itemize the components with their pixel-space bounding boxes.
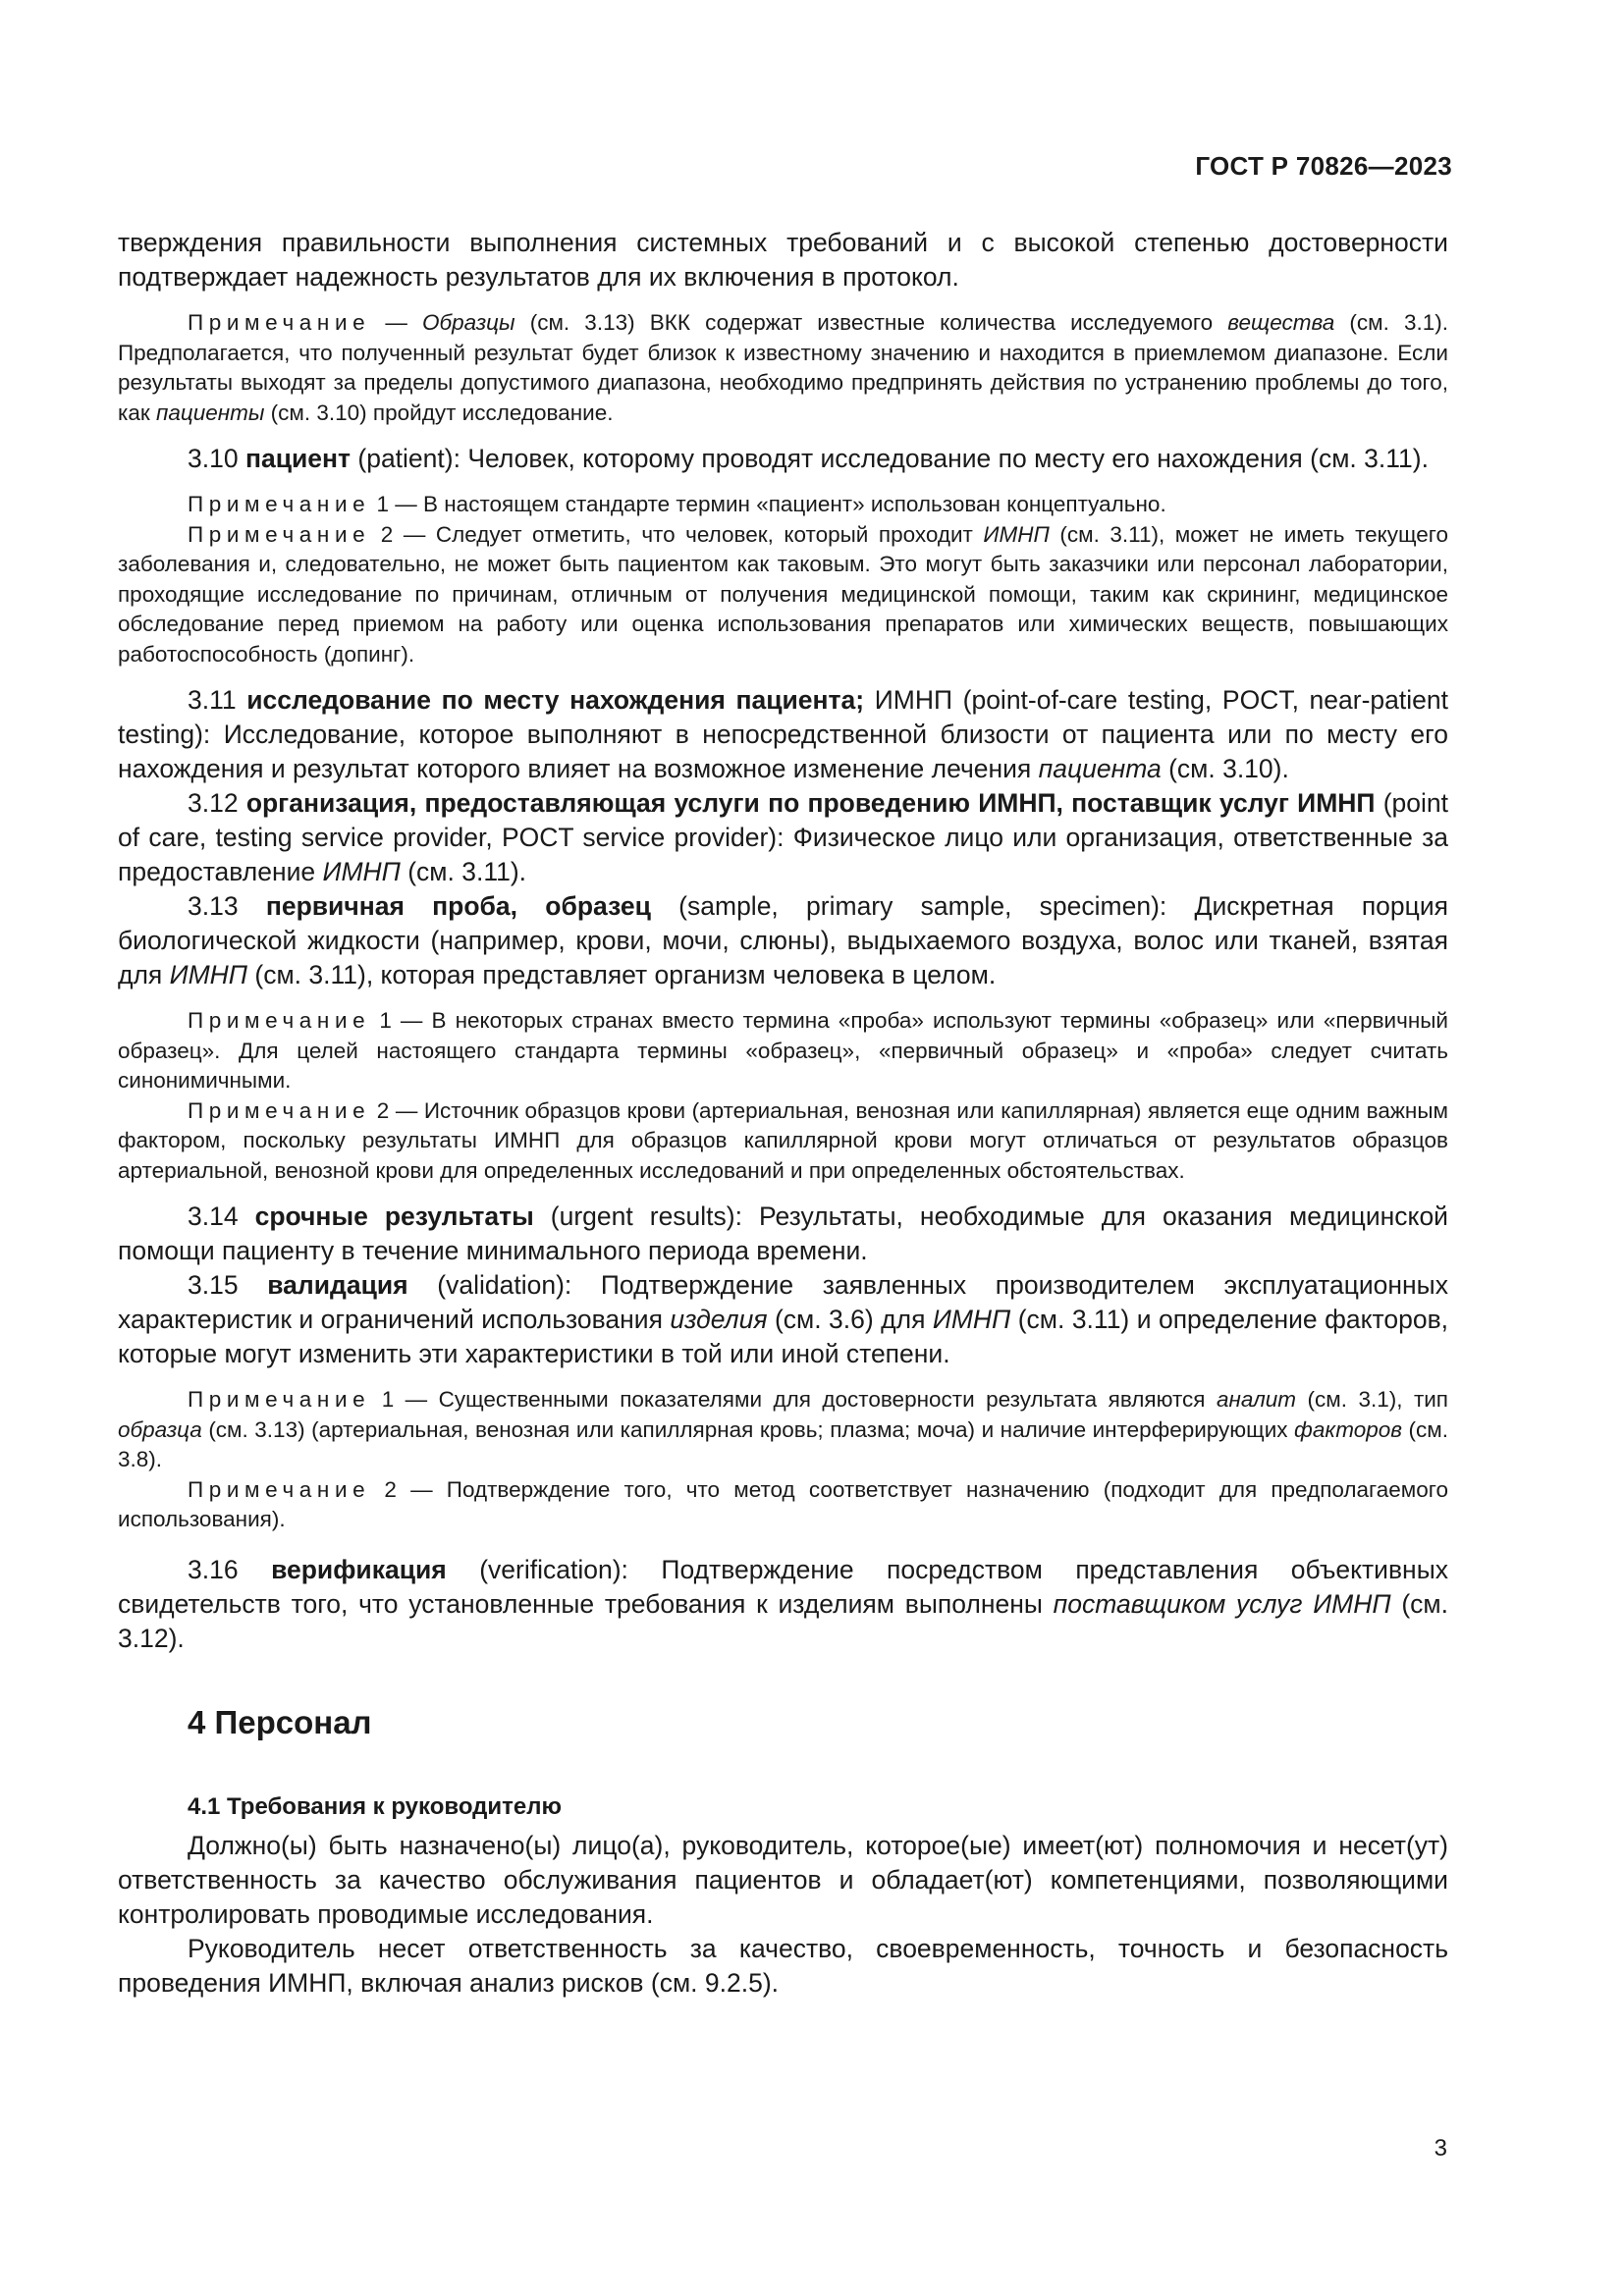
term: пациент bbox=[244, 444, 352, 473]
text-run: (см. 3.11), может не иметь текущего заболевания и, следовательно, не может быть пациентом как таковым. Это могут быть заказчики или персонал лаборатории, проходящие исследование по причинам, отличным от получения медицинской помощи, таким как скрининг, медицинское обследование перед приемом на работу или оценка использования препаратов или химических веществ, повышающих работоспособность (допинг). bbox=[118, 521, 1448, 667]
note-label: Примечание bbox=[188, 521, 371, 547]
subsection-heading bbox=[188, 1791, 1448, 1823]
body-paragraph bbox=[118, 1553, 1448, 1656]
text-run: 2 — Следует отметить, что человек, который проходит bbox=[370, 521, 984, 547]
body-paragraph bbox=[118, 1200, 1448, 1268]
body-paragraph bbox=[118, 1268, 1448, 1371]
text-run: (см. 3.1), тип bbox=[1296, 1387, 1448, 1412]
body-paragraph bbox=[118, 889, 1448, 992]
text-run: 1 — В некоторых странах вместо термина «проба» используют термины «образец» или «первичный образец». Для целей настоящего стандарта термины «образец», «первичный образец» и «проба» следует считать синонимичными. bbox=[118, 1008, 1448, 1093]
term: исследование по месту нахождения пациента; bbox=[246, 685, 865, 715]
note-label: Примечание bbox=[188, 1476, 371, 1502]
text-run: (sample, primary sample, specimen): Дискретная порция биологической жидкости (например, крови, мочи, слюны), выдыхаемого воздуха, волос или тканей, взятая для bbox=[118, 891, 1448, 989]
term: первичная проба, образец bbox=[265, 891, 651, 921]
term-reference: ИМНП bbox=[169, 960, 248, 989]
note-paragraph bbox=[118, 308, 1448, 428]
body-paragraph bbox=[118, 683, 1448, 786]
body-paragraph bbox=[118, 226, 1448, 294]
text-run: (см. 3.10). bbox=[1161, 754, 1289, 783]
term-reference: ИМНП bbox=[983, 521, 1050, 547]
note-label: Примечание bbox=[188, 1097, 371, 1123]
text-run: ИМНП (point-of-care testing, POCT, near-patient testing): Исследование, которое выполняют в непосредственной близости от пациента или по месту его нахождения и результат которого влияет на возможное изменение лечения bbox=[118, 685, 1448, 783]
body-paragraph bbox=[118, 442, 1448, 476]
text-run: (point of care, testing service provider, POCT service provider): Физическое лицо или организация, ответственные за предоставление bbox=[118, 788, 1448, 886]
text-run: (verification): Подтверждение посредством представления объективных свидетельств того, что установленные требования к изделиям выполнены bbox=[118, 1554, 1448, 1619]
text-run: 3.12 bbox=[188, 788, 246, 818]
text-run: 3.14 bbox=[188, 1201, 255, 1231]
note-label: Примечание bbox=[188, 310, 371, 335]
body-paragraph bbox=[118, 1932, 1448, 2001]
text-run: (см. 3.11). bbox=[400, 857, 527, 886]
term: срочные результаты bbox=[254, 1201, 534, 1231]
document-body bbox=[118, 226, 1448, 2001]
text-run: (см. 3.13) (артериальная, венозная или капиллярная кровь; плазма; моча) и наличие интерферирующих bbox=[201, 1416, 1295, 1442]
text-run: 2 — Источник образцов крови (артериальная, венозная или капиллярная) является еще одним важным фактором, поскольку результаты ИМНП для образцов капиллярной крови могут отличаться от результатов образцов артериальной, венозной крови для определенных исследований и при определенных обстоятельствах. bbox=[118, 1097, 1448, 1183]
text-run: (urgent results): Результаты, необходимые для оказания медицинской помощи пациенту в течение минимального периода времени. bbox=[118, 1201, 1448, 1265]
text-run: 4.1 Требования к руководителю bbox=[188, 1792, 562, 1820]
note-paragraph bbox=[118, 520, 1448, 670]
text-run: (см. 3.10) пройдут исследование. bbox=[264, 400, 614, 425]
note-paragraph bbox=[118, 1006, 1448, 1096]
term-reference: аналит bbox=[1216, 1387, 1297, 1412]
text-run: тверждения правильности выполнения системных требований и с высокой степенью достоверности подтверждает надежность результатов для их включения в протокол. bbox=[118, 228, 1448, 292]
term-reference: вещества bbox=[1227, 310, 1335, 335]
text-run: 1 — В настоящем стандарте термин «пациент» использован концептуально. bbox=[370, 492, 1166, 516]
note-paragraph bbox=[118, 1385, 1448, 1475]
text-run: (см. 3.6) для bbox=[767, 1305, 933, 1334]
term-reference: изделия bbox=[670, 1305, 768, 1334]
text-run: (validation): Подтверждение заявленных производителем эксплуатационных характеристик и ограничений использования bbox=[118, 1270, 1448, 1334]
text-run: (см. 3.11), которая представляет организм человека в целом. bbox=[247, 960, 997, 989]
text-run: 1 — Существенными показателями для достоверности результата являются bbox=[370, 1387, 1217, 1412]
term-reference: Образцы bbox=[422, 310, 515, 335]
term: валидация bbox=[267, 1270, 408, 1300]
text-run: Должно(ы) быть назначено(ы) лицо(а), руководитель, которое(ые) имеет(ют) полномочия и несет(ут) ответственность за качество обслуживания пациентов и обладает(ют) компетенциями, позволяющими контролировать проводимые исследования. bbox=[118, 1830, 1448, 1929]
text-run: (см. 3.13) ВКК содержат известные количества исследуемого bbox=[514, 310, 1228, 335]
text-run: 3.11 bbox=[188, 685, 247, 715]
text-run: — bbox=[370, 310, 422, 335]
note-label: Примечание bbox=[188, 492, 371, 516]
text-run: (см. 3.11) и определение факторов, которые могут изменить эти характеристики в той или иной степени. bbox=[118, 1305, 1449, 1368]
term: верификация bbox=[271, 1554, 447, 1584]
term-reference: пациенты bbox=[155, 400, 265, 425]
text-run: (см. 3.1). Предполагается, что полученный результат будет близок к известному значению и находится в приемлемом диапазоне. Если результаты выходят за пределы допустимого диапазона, необходимо предпринять действия по устранению проблемы до того, как bbox=[118, 310, 1448, 425]
page-number: 3 bbox=[1434, 2135, 1447, 2162]
note-paragraph bbox=[118, 490, 1448, 520]
text-run: 3.15 bbox=[188, 1270, 268, 1300]
section-heading bbox=[188, 1703, 1448, 1742]
term-reference: ИМНП bbox=[932, 1305, 1011, 1334]
text-run: Руководитель несет ответственность за качество, своевременность, точность и безопасность проведения ИМНП, включая анализ рисков (см. 9.2.5). bbox=[118, 1933, 1448, 1998]
text-run: 4 Персонал bbox=[188, 1703, 372, 1740]
text-run: 3.13 bbox=[188, 891, 266, 921]
term-reference: образца bbox=[118, 1416, 202, 1442]
text-run: 3.16 bbox=[188, 1554, 272, 1584]
term-reference: факторов bbox=[1294, 1416, 1402, 1442]
note-label: Примечание bbox=[188, 1008, 371, 1033]
body-paragraph bbox=[118, 786, 1448, 889]
note-paragraph bbox=[118, 1096, 1448, 1187]
term-reference: ИМНП bbox=[322, 857, 401, 886]
body-paragraph bbox=[118, 1829, 1448, 1932]
text-run: 3.10 bbox=[188, 444, 245, 473]
note-paragraph bbox=[118, 1475, 1448, 1535]
note-label: Примечание bbox=[188, 1387, 371, 1412]
text-run: (см. 3.12). bbox=[118, 1588, 1448, 1653]
document-id-header: ГОСТ Р 70826—2023 bbox=[1195, 151, 1452, 181]
text-run: (patient): Человек, которому проводят исследование по месту его нахождения (см. 3.11). bbox=[351, 444, 1429, 473]
text-run: 2 — Подтверждение того, что метод соответствует назначению (подходит для предполагаемого использования). bbox=[118, 1476, 1448, 1531]
term: организация, предоставляющая услуги по проведению ИМНП, поставщик услуг ИМНП bbox=[245, 788, 1376, 818]
text-run: (см. 3.8). bbox=[118, 1416, 1448, 1471]
term-reference: пациента bbox=[1038, 754, 1162, 783]
term-reference: поставщиком услуг ИМНП bbox=[1053, 1588, 1391, 1619]
